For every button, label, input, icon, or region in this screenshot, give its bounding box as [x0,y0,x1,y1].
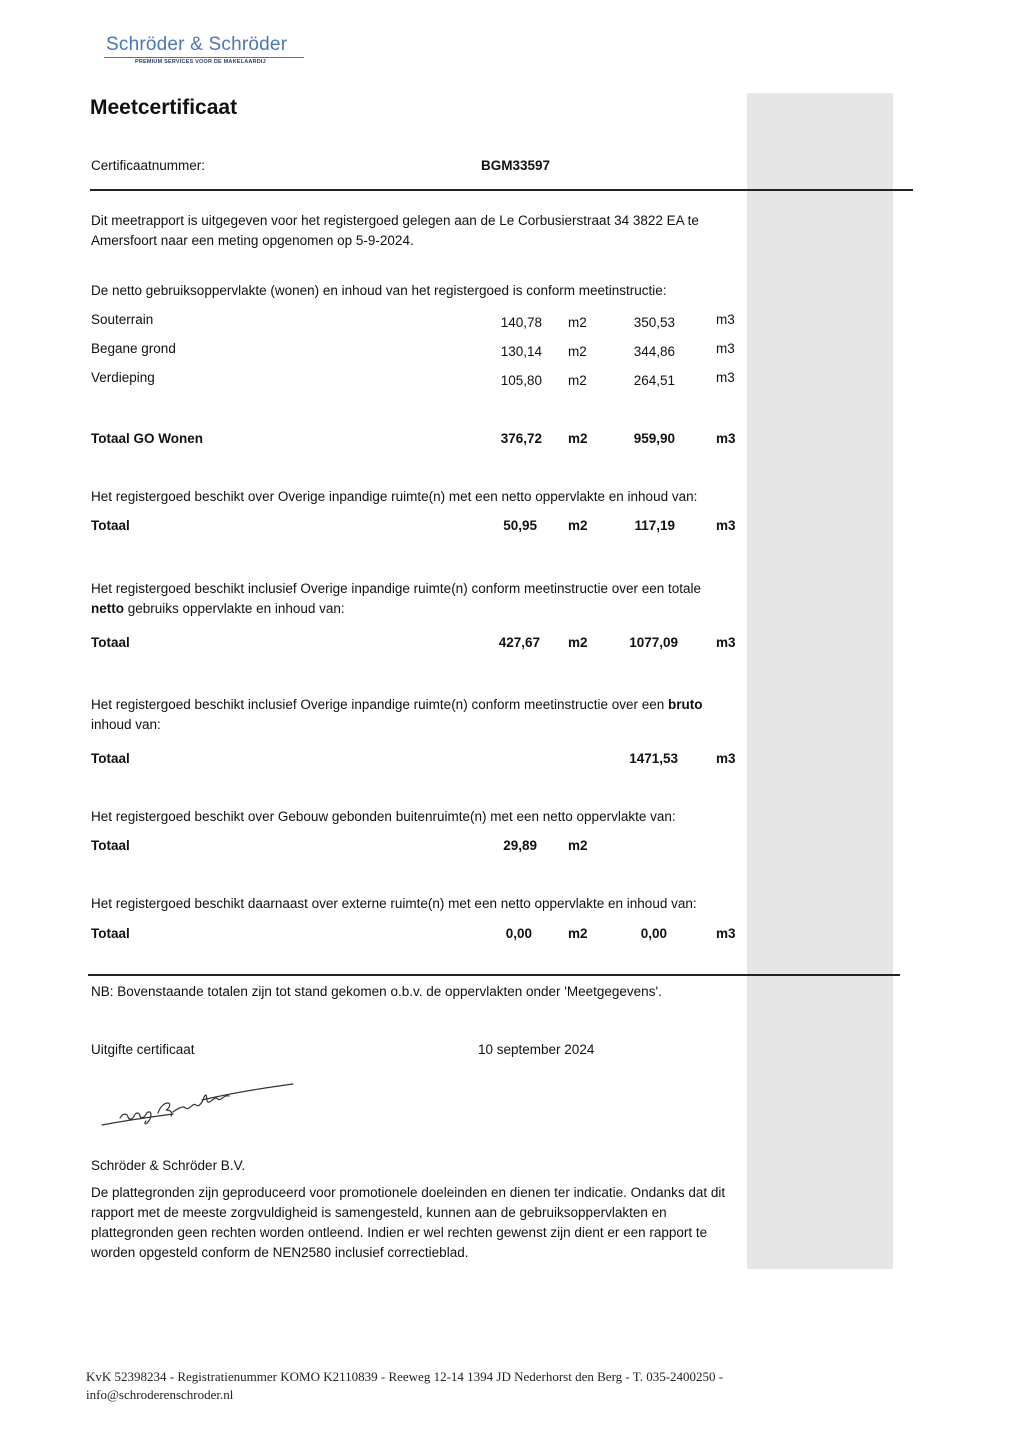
floor-name: Begane grond [91,341,176,356]
divider-bottom [88,974,900,976]
gross-total-text [91,695,751,735]
certificate-label: Certificaatnummer: [91,158,206,173]
total-go-volume-unit: m3 [716,431,736,446]
floor-volume: 264,51 [633,373,675,388]
gross-total-bold: bruto [668,697,703,712]
external-area: 0,00 [505,926,532,941]
floor-area-unit: m2 [568,344,587,359]
other-indoor-volume: 117,19 [634,518,675,533]
external-label: Totaal [91,926,130,941]
intro-text: Dit meetrapport is uitgegeven voor het registergoed gelegen aan de Le Corbusierstraat 34 3822 EA te Amersfoort naar een meting opgenomen op 5-9-2024. [91,213,699,248]
outdoor-label: Totaal [91,838,130,853]
total-go-area: 376,72 [500,431,542,446]
company-logo: Schröder & Schröder [106,34,288,55]
page-title: Meetcertificaat [90,96,238,119]
external-volume: 0,00 [640,926,667,941]
outdoor-area: 29,89 [503,838,537,853]
gross-total-label: Totaal [91,751,130,766]
floor-area-unit: m2 [568,373,587,388]
other-indoor-volume-unit: m3 [716,518,736,533]
other-indoor-label: Totaal [91,518,130,533]
net-total-bold: netto [91,601,124,616]
floor-area: 105,80 [500,373,542,388]
divider-top [90,189,913,191]
floor-volume: 350,53 [633,315,675,330]
side-panel [747,93,893,1269]
issue-label: Uitgifte certificaat [91,1042,195,1057]
net-total-area-unit: m2 [568,635,588,650]
company-name: Schröder & Schröder B.V. [91,1158,246,1173]
note-text: NB: Bovenstaande totalen zijn tot stand gekomen o.b.v. de oppervlakten onder 'Meetgegevens'. [91,984,662,999]
net-total-label: Totaal [91,635,130,650]
floor-name: Souterrain [91,312,154,327]
logo-divider [104,57,304,58]
total-go-volume: 959,90 [633,431,675,446]
disclaimer-text: De plattegronden zijn geproduceerd voor promotionele doeleinden en dienen ter indicatie. Ondanks dat dit rapport met de meeste zorgvuldigheid is samengesteld, kunnen aan de gebruiksoppervlakten en plattegronden geen rechten worden ontleend. Indien er wel rechten gewenst zijn dient er een rapport te worden opgesteld conform de NEN2580 inclusief correctieblad. [91,1185,726,1260]
net-total-text-end: gebruiks oppervlakte en inhoud van: [124,601,345,616]
floor-name: Verdieping [91,370,155,385]
certificate-number: BGM33597 [481,158,551,173]
other-indoor-area-unit: m2 [568,518,588,533]
external-text: Het registergoed beschikt daarnaast over externe ruimte(n) met een netto oppervlakte en inhoud van: [91,896,697,911]
outdoor-text: Het registergoed beschikt over Gebouw gebonden buitenruimte(n) met een netto oppervlakte van: [91,809,676,824]
outdoor-area-unit: m2 [568,838,588,853]
floor-volume-unit: m3 [716,312,735,327]
gross-total-volume-unit: m3 [716,751,736,766]
measurement-intro: De netto gebruiksoppervlakte (wonen) en inhoud van het registergoed is conform meetinstructie: [91,283,667,298]
footer-email: info@schroderenschroder.nl [86,1387,234,1402]
logo-tagline: PREMIUM SERVICES VOOR DE MAKELAARDIJ [135,59,266,65]
floor-area: 140,78 [500,315,542,330]
total-go-label: Totaal GO Wonen [91,431,204,446]
footer-line-1: KvK 52398234 - Registratienummer KOMO K2110839 - Reeweg 12-14 1394 JD Nederhorst den Berg - T. 035-2400250 - [86,1369,724,1384]
floor-area-unit: m2 [568,315,587,330]
other-indoor-area: 50,95 [503,518,537,533]
net-total-area: 427,67 [498,635,540,650]
floor-volume-unit: m3 [716,341,735,356]
net-total-volume: 1077,09 [629,635,678,650]
page-footer [86,1368,846,1404]
issue-date: 10 september 2024 [478,1042,595,1057]
gross-total-volume: 1471,53 [629,751,678,766]
net-total-text [91,579,751,619]
external-area-unit: m2 [568,926,588,941]
gross-total-text-start: Het registergoed beschikt inclusief Overige inpandige ruimte(n) conform meetinstructie over een [91,697,669,712]
gross-total-text-end: inhoud van: [91,717,161,732]
floor-volume-unit: m3 [716,370,735,385]
floor-volume: 344,86 [633,344,675,359]
external-volume-unit: m3 [716,926,736,941]
net-total-volume-unit: m3 [716,635,736,650]
total-go-area-unit: m2 [568,431,588,446]
other-indoor-text: Het registergoed beschikt over Overige inpandige ruimte(n) met een netto oppervlakte en inhoud van: [91,489,698,504]
signature-image [98,1076,298,1132]
floor-area: 130,14 [500,344,542,359]
net-total-text-start: Het registergoed beschikt inclusief Overige inpandige ruimte(n) conform meetinstructie over een totale [91,581,702,596]
